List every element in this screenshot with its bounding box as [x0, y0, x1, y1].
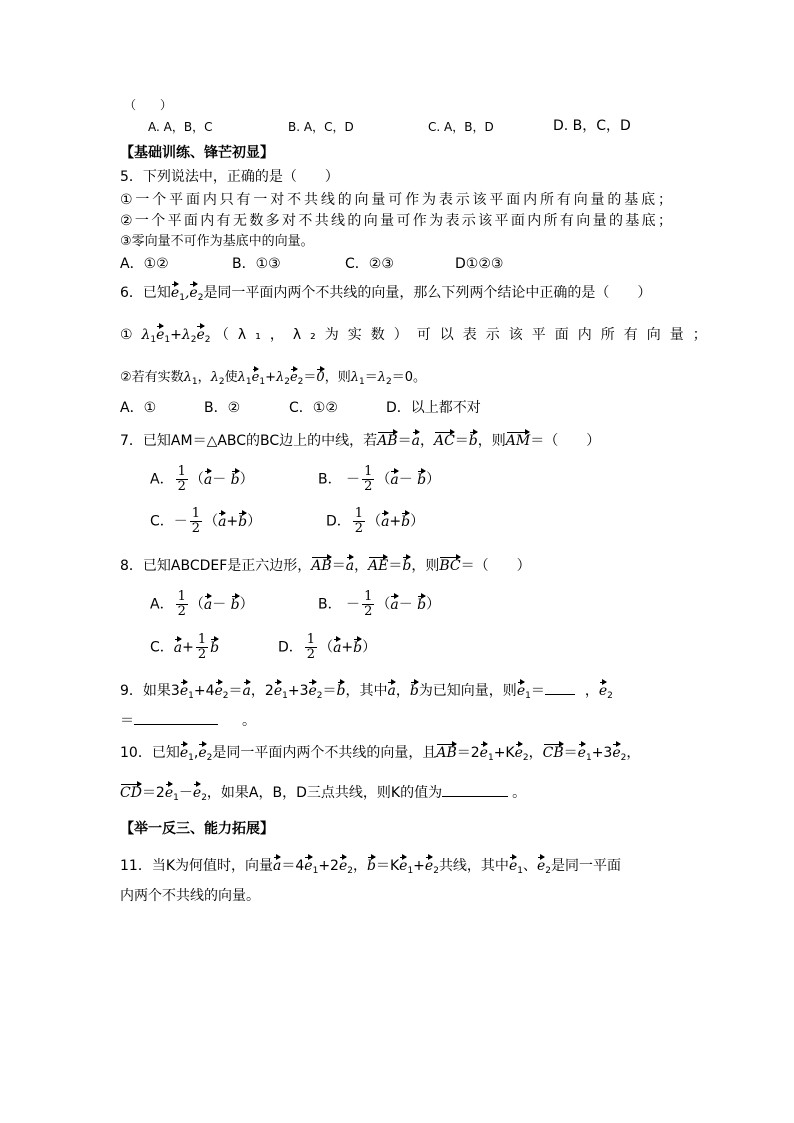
- q4-option-a: A. A，B，C: [148, 120, 213, 134]
- q7-option-d: D． $\frac{1}{2}$ （a+b）: [326, 506, 425, 536]
- q9-stem: 9．如果$3e_1+4e_2=a$，$2e_1+3e_2=b$，其中a，b为已知向量，则$e_1=$ ，$e_2$: [120, 683, 613, 701]
- q6-conclusion-2: ②若有实数$\lambda_1$，$\lambda_2$使$\lambda_1e_1+\lambda_2e_2=0$，则$\lambda_1=\lambda_2=0$。: [120, 370, 426, 387]
- q6-conclusion-1: ① $\lambda_1e_1+\lambda_2e_2$ （λ₁，λ₂为实数）可以表示该平面内所有向量；: [120, 327, 716, 345]
- q7-option-a: A． $\frac{1}{2}$ （a－ b）: [150, 464, 254, 494]
- q5-option-c: C．②③: [345, 256, 394, 272]
- q10-line2: $CD=2e_1-e_2$，如果A，B，D三点共线，则K的值为 。: [120, 785, 527, 803]
- q4-option-c: C. A，B，D: [428, 120, 494, 134]
- q4-option-d: D. B，C，D: [553, 118, 631, 134]
- q5-option-d: D①②③: [455, 256, 504, 272]
- q5-statement-3: ③零向量不可作为基底中的向量。: [120, 234, 314, 249]
- q5-stem: 5．下列说法中，正确的是（ ）: [120, 169, 339, 185]
- q5-option-b: B．①③: [232, 256, 281, 272]
- q9-line2: ＝ 。: [120, 713, 256, 729]
- q7-stem: 7．已知AM＝△ABC的BC边上的中线，若AB＝a，AC＝b，则AM＝（ ）: [120, 433, 601, 449]
- q4-paren: （ ）: [124, 98, 173, 112]
- q8-stem: 8．已知ABCDEF是正六边形，AB＝a，AE＝b，则BC＝（ ）: [120, 558, 531, 574]
- q8-option-a: A． $\frac{1}{2}$ （a－ b）: [150, 589, 254, 619]
- q8-option-c: C．a+ $\frac{1}{2}$ b: [150, 632, 220, 662]
- q4-option-b: B. A，C，D: [288, 120, 354, 134]
- q11-line2: 内两个不共线的向量。: [120, 888, 260, 904]
- q6-option-a: A．①: [120, 400, 157, 416]
- q5-option-a: A．①②: [120, 256, 169, 272]
- q7-option-c: C．－ $\frac{1}{2}$ （a+b）: [150, 506, 262, 536]
- q8-option-b: B． － $\frac{1}{2}$ （a－ b）: [318, 589, 441, 619]
- q11-stem: 11．当K为何值时，向量$a=4e_1+2e_2$，$b=Ke_1+e_2$共线，其中$e_1$、$e_2$是同一平面: [120, 858, 621, 876]
- q6-option-d: D．以上都不对: [386, 400, 481, 416]
- section-heading-extension: 【举一反三、能力拓展】: [120, 821, 274, 837]
- q7-option-b: B． － $\frac{1}{2}$ （a－ b）: [318, 464, 441, 494]
- q10-stem: 10．已知$e_1,e_2$是同一平面内两个不共线的向量，且$AB=2e_1+Ke_2$，$CB=e_1+3e_2$，: [120, 745, 641, 763]
- q5-statement-1: ①一个平面内只有一对不共线的向量可作为表示该平面内所有向量的基底；: [120, 192, 672, 208]
- q6-stem: 6．已知$e_1,e_2$是同一平面内两个不共线的向量，那么下列两个结论中正确的是（ ）: [120, 285, 652, 303]
- q8-option-d: D． $\frac{1}{2}$ （a+b）: [278, 632, 377, 662]
- q6-option-c: C．①②: [289, 400, 338, 416]
- section-heading-basic: 【基础训练、锋芒初显】: [120, 145, 274, 161]
- q6-option-b: B．②: [204, 400, 241, 416]
- q5-statement-2: ②一个平面内有无数多对不共线的向量可作为表示该平面内所有向量的基底；: [120, 213, 672, 229]
